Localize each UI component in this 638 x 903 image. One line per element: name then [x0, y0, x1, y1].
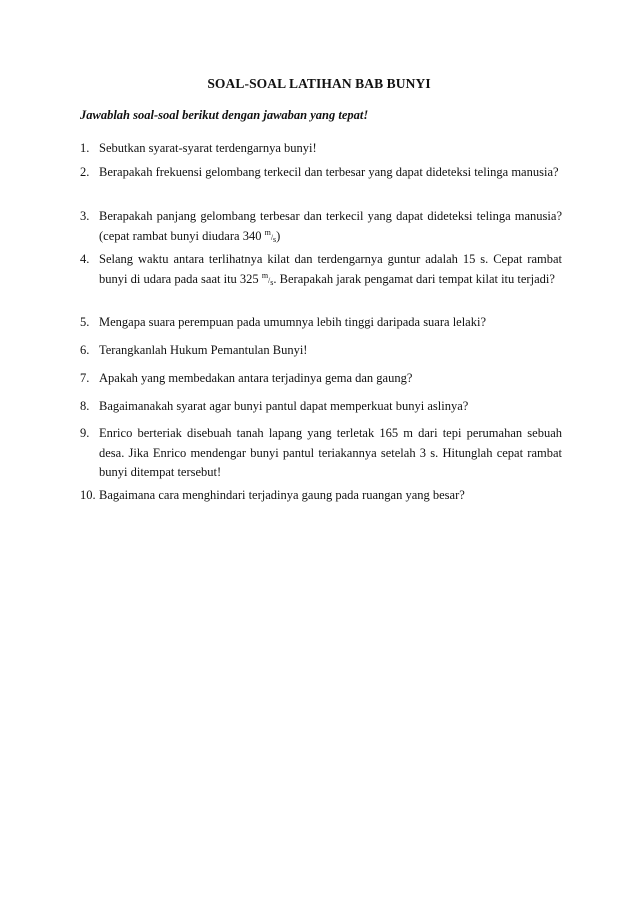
question-text-part: . Berapakah jarak pengamat dari tempat kilat itu terjadi?	[273, 271, 555, 286]
question-text-part: Berapakah panjang gelombang terbesar dan terkecil yang dapat dideteksi telinga manusia? (cepat rambat bunyi diudara 340	[99, 209, 562, 243]
question-number: 7.	[80, 371, 90, 385]
question-item	[80, 313, 562, 333]
question-number: 2.	[80, 165, 90, 179]
question-text: Terangkanlah Hukum Pemantulan Bunyi!	[99, 343, 308, 357]
question-item	[80, 397, 562, 417]
question-text: Mengapa suara perempuan pada umumnya lebih tinggi daripada suara lelaki?	[99, 315, 487, 329]
question-text	[99, 207, 562, 247]
question-number: 6.	[80, 343, 90, 357]
question-item	[80, 486, 562, 506]
question-number: 4.	[80, 252, 90, 266]
question-number: 8.	[80, 399, 90, 413]
question-text-part: Selang waktu antara terlihatnya kilat dan terdengarnya guntur adalah 15 s. Cepat rambat bunyi di udara pada saat itu 325	[99, 252, 562, 286]
question-item	[80, 424, 562, 483]
unit-numerator: m	[264, 227, 271, 237]
unit-separator: /	[270, 232, 274, 242]
unit-separator: /	[268, 275, 271, 285]
question-number: 9.	[80, 426, 90, 440]
question-number: 3.	[80, 209, 90, 223]
unit-numerator: m	[261, 270, 269, 280]
instruction-text: Jawablah soal-soal berikut dengan jawaban yang tepat!	[80, 108, 369, 122]
question-item	[80, 163, 562, 183]
question-text	[99, 250, 562, 290]
question-text: Berapakah frekuensi gelombang terkecil dan terbesar yang dapat dideteksi telinga manusia?	[99, 165, 559, 179]
question-item	[80, 369, 562, 389]
question-text: Bagaimanakah syarat agar bunyi pantul dapat memperkuat bunyi aslinya?	[99, 399, 469, 413]
question-text: Sebutkan syarat-syarat terdengarnya bunyi!	[99, 141, 317, 155]
unit-fraction	[261, 270, 274, 287]
question-number: 10.	[80, 488, 96, 502]
question-text: Apakah yang membedakan antara terjadinya gema dan gaung?	[99, 371, 413, 385]
question-item	[80, 207, 562, 247]
question-text: Bagaimana cara menghindari terjadinya gaung pada ruangan yang besar?	[99, 488, 465, 502]
unit-denominator: s	[270, 277, 274, 287]
question-item	[80, 341, 562, 361]
question-item	[80, 139, 562, 159]
page-title: SOAL-SOAL LATIHAN BAB BUNYI	[207, 76, 431, 91]
question-number: 5.	[80, 315, 90, 329]
question-text: Enrico berteriak disebuah tanah lapang yang terletak 165 m dari tepi perumahan sebuah desa. Jika Enrico mendengar bunyi pantul teriakannya setelah 3 s. Hitunglah cepat rambat bunyi ditempat tersebut!	[99, 426, 562, 479]
unit-fraction	[264, 227, 277, 244]
question-text-part: )	[276, 228, 281, 243]
question-number: 1.	[80, 141, 90, 155]
question-item	[80, 250, 562, 290]
unit-denominator: s	[273, 234, 277, 244]
